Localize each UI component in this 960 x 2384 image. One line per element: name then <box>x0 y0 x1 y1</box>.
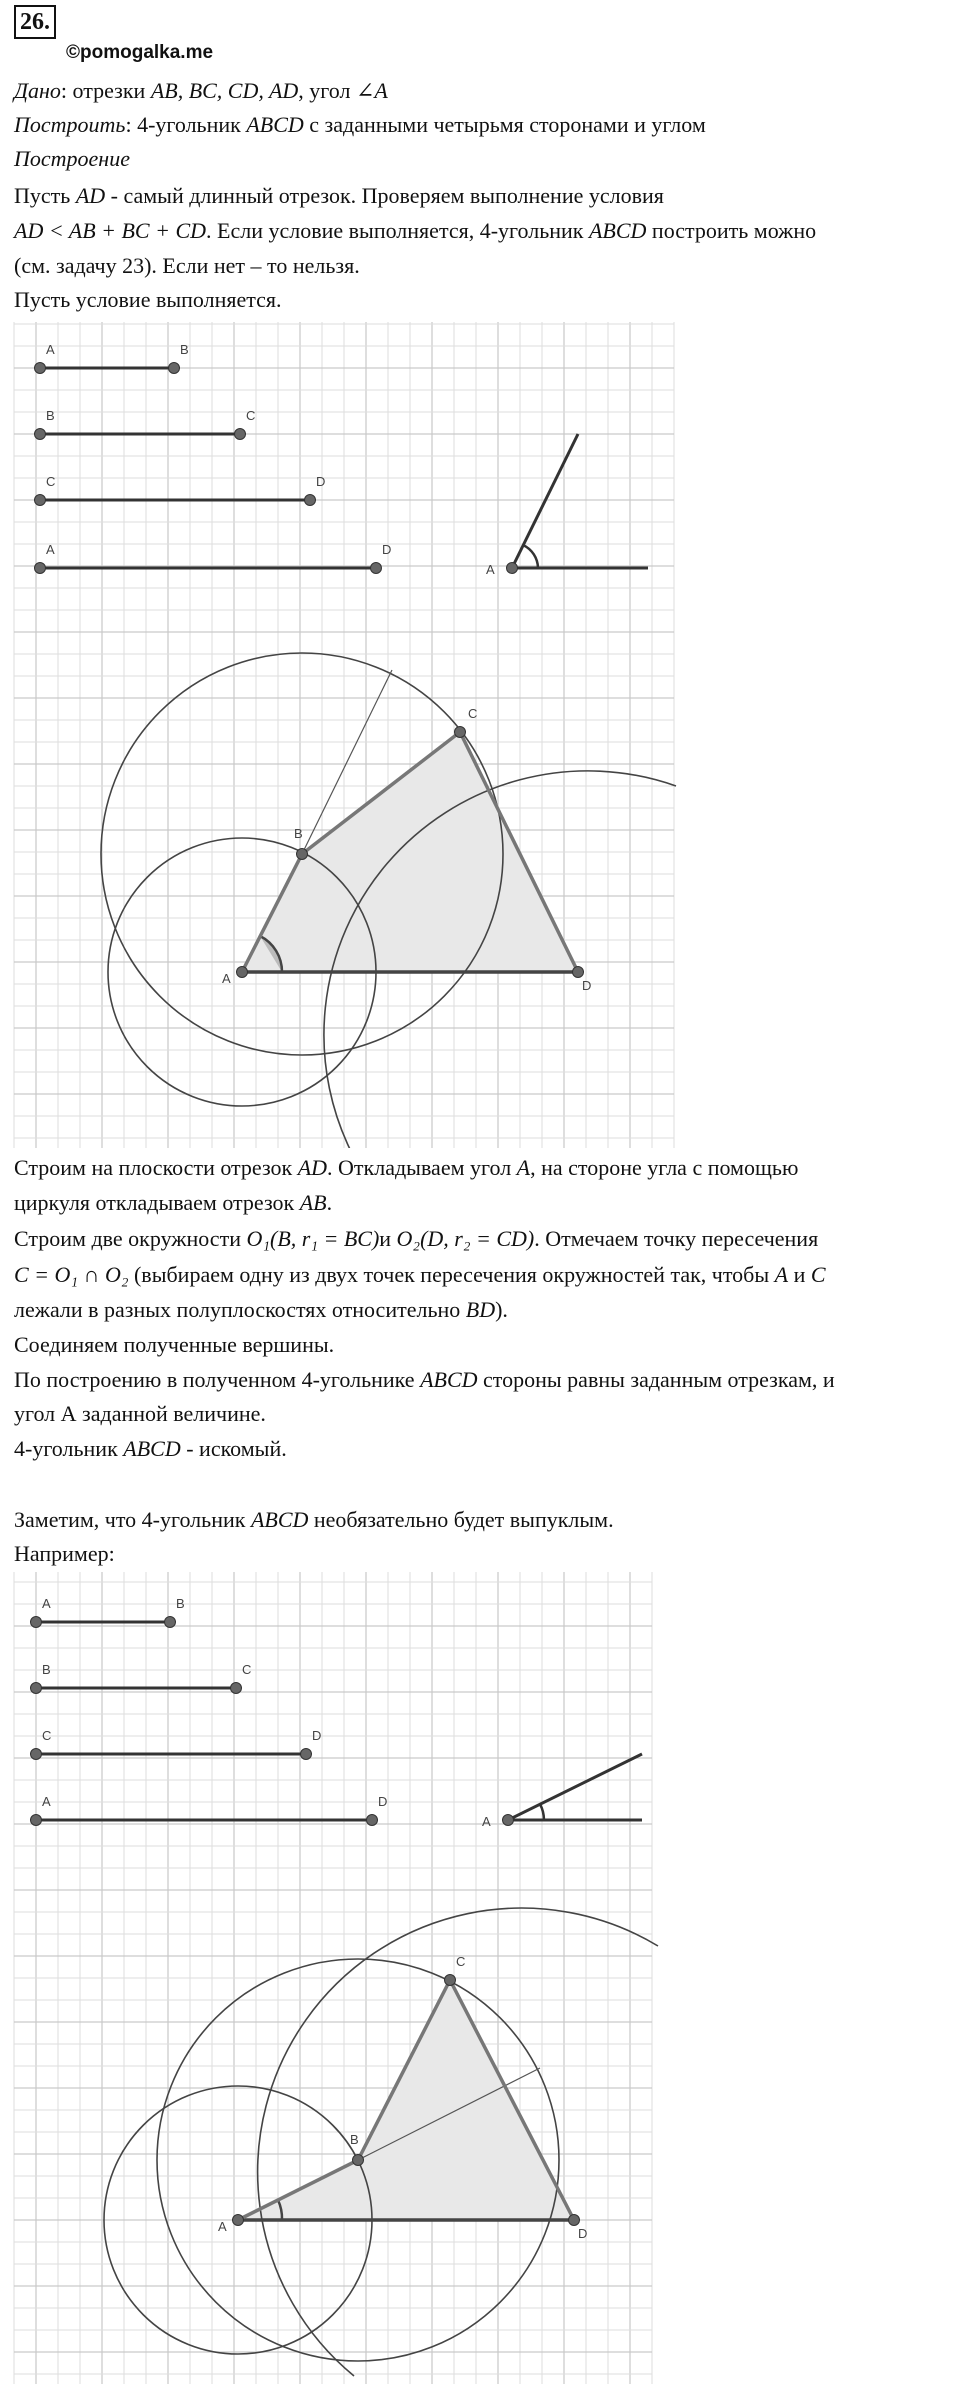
label-C: C <box>246 408 256 423</box>
label-D: D <box>312 1728 322 1743</box>
label-A: A <box>42 1596 51 1611</box>
label-B: B <box>42 1662 51 1677</box>
label-A: A <box>482 1814 491 1829</box>
para1-line2: AD < AB + BC + CD. Если условие выполняется, 4-угольник ABCD построить можно <box>14 218 817 243</box>
construction-heading: Построение <box>14 146 130 171</box>
label-C: C <box>456 1954 466 1969</box>
label-B: B <box>176 1596 185 1611</box>
label-D: D <box>316 474 326 489</box>
para1-line1: Пусть AD - самый длинный отрезок. Проверяем выполнение условия <box>14 183 664 208</box>
label-D: D <box>582 978 592 993</box>
given-segments <box>31 1596 388 1826</box>
construction-figure-2 <box>0 1572 960 2384</box>
label-C: C <box>42 1728 52 1743</box>
label-A: A <box>218 2219 227 2234</box>
para2-line6: Соединяем полученные вершины. <box>14 1332 335 1357</box>
label-D: D <box>378 1794 388 1809</box>
para2-line1: Строим на плоскости отрезок AD. Откладываем угол A, на стороне угла с помощью <box>14 1155 799 1180</box>
para2-line8: угол А заданной величине. <box>14 1401 266 1426</box>
label-A: A <box>222 971 231 986</box>
para2-line3: Строим две окружности O₁(B, r₁ = BC)и O₂(D, r₂ = CD). Отмечаем точку пересечения <box>14 1226 819 1251</box>
label-A: A <box>46 542 55 557</box>
task-line: Построить: 4-угольник ABCD с заданными четырьмя сторонами и углом <box>14 112 706 137</box>
label-C: C <box>468 706 478 721</box>
para2-line4: C = O₁ ∩ O₂ (выбираем одну из двух точек пересечения окружностей так, чтобы A и C <box>14 1262 826 1287</box>
label-D: D <box>578 2226 588 2241</box>
grid <box>14 322 674 1148</box>
grid <box>14 1572 652 2384</box>
construction-figure-1 <box>0 322 960 1148</box>
para2-line7: По построению в полученном 4-угольнике ABCD стороны равны заданным отрезкам, и <box>14 1367 835 1392</box>
para2-line2: циркуля откладываем отрезок AB. <box>14 1190 333 1215</box>
label-B: B <box>294 826 303 841</box>
problem-number: 26. <box>14 5 56 39</box>
para1-line3: (см. задачу 23). Если нет – то нельзя. <box>14 253 360 278</box>
label-C: C <box>242 1662 252 1677</box>
label-B: B <box>350 2132 359 2147</box>
label-D: D <box>382 542 392 557</box>
site-brand: ©pomogalka.me <box>66 42 214 63</box>
label-B: B <box>46 408 55 423</box>
para2-line9: 4-угольник ABCD - искомый. <box>14 1436 287 1461</box>
given-line: Дано: отрезки AB, BC, CD, AD, угол ∠A <box>14 78 388 103</box>
para3-line1: Заметим, что 4-угольник ABCD необязательно будет выпуклым. <box>14 1507 614 1532</box>
given-angle <box>486 434 648 577</box>
given-segments <box>35 342 392 574</box>
given-angle <box>482 1754 642 1829</box>
label-A: A <box>486 562 495 577</box>
label-B: B <box>180 342 189 357</box>
para2-line5: лежали в разных полуплоскостях относительно BD). <box>14 1297 508 1322</box>
label-A: A <box>46 342 55 357</box>
para3-line2: Например: <box>14 1541 115 1566</box>
label-C: C <box>46 474 56 489</box>
label-A: A <box>42 1794 51 1809</box>
para1-line4: Пусть условие выполняется. <box>14 287 282 312</box>
